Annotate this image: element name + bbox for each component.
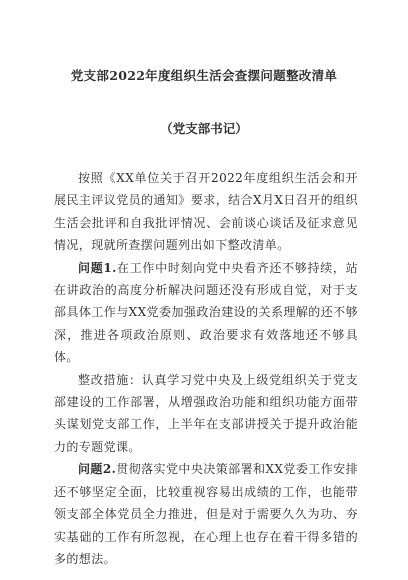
problem-2-label: 问题2. bbox=[78, 462, 117, 477]
intro-paragraph bbox=[54, 167, 358, 257]
problem-1-paragraph bbox=[54, 257, 358, 369]
problem-2-text: 贯彻落实党中央决策部署和XX党委工作安排还不够坚定全面，比较重视容易出成绩的工作，也能带领支部全体党员全力推进，但是对于需要久久为功、夯实基础的工作有所忽视，在心理上也存在着干得多错的多的想法。 bbox=[54, 462, 358, 566]
problem-1-text: 在工作中时刻向党中央看齐还不够持续，站在讲政治的高度分析解决问题还没有形成自觉，对于支部具体工作与XX党委加强政治建设的关系理解的还不够深，推进各项政治原则、政治要求有效落地还不够具体。 bbox=[54, 260, 358, 365]
intro-paragraph-text: 按照《XX单位关于召开2022年度组织生活会和开展民主评议党员的通知》要求，结合X月X日召开的组织生活会批评和自我批评情况、会前谈心谈话及征求意见情况，现就所查摆问题列出如下整改清单。 bbox=[54, 171, 358, 253]
problem-2-paragraph bbox=[54, 458, 358, 570]
problem-1-label: 问题1. bbox=[78, 260, 117, 275]
measures-paragraph bbox=[54, 369, 358, 459]
document-subtitle: （党支部书记） bbox=[160, 121, 248, 136]
measures-text: 整改措施：认真学习党中央及上级党组织关于党支部建设的工作部署，从增强政治功能和组织功能方面带头谋划党支部工作，上半年在支部讲授关于提升政治能力的专题党课。 bbox=[54, 372, 358, 454]
document-body bbox=[54, 167, 358, 570]
document-title: 党支部2022年度组织生活会查摆问题整改清单 bbox=[70, 68, 338, 83]
